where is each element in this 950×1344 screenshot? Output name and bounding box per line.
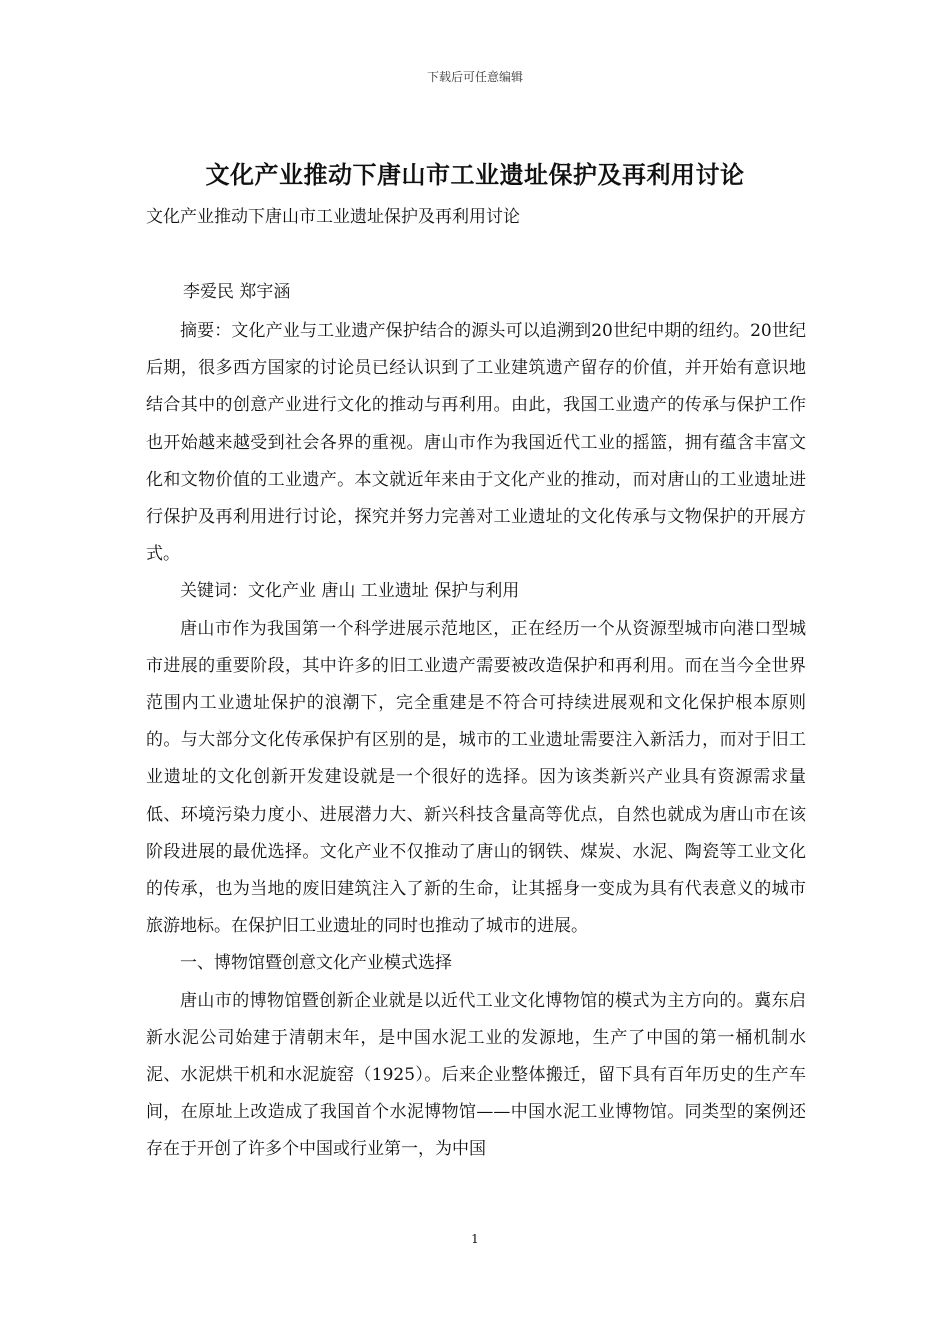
abstract-paragraph: 摘要：文化产业与工业遗产保护结合的源头可以追溯到20世纪中期的纽约。20世纪后期，很多西方国家的讨论员已经认识到了工业建筑遗产留存的价值，并开始有意识地结合其中的创意产业进行文化的推动与再利用。由此，我国工业遗产的传承与保护工作也开始越来越受到社会各界的重视。唐山市作为我国近代工业的摇篮，拥有蕴含丰富文化和文物价值的工业遗产。本文就近年来由于文化产业的推动，而对唐山的工业遗址进行保护及再利用进行讨论，探究并努力完善对工业遗址的文化传承与文物保护的开展方式。 <box>146 321 806 565</box>
document-title: 文化产业推动下唐山市工业遗址保护及再利用讨论 <box>205 160 745 189</box>
body-content <box>146 313 806 1169</box>
section-heading: 一、博物馆暨创意文化产业模式选择 <box>180 953 452 974</box>
keywords-paragraph: 关键词：文化产业 唐山 工业遗址 保护与利用 <box>180 581 520 602</box>
body-paragraph: 唐山市的博物馆暨创新企业就是以近代工业文化博物馆的模式为主方向的。冀东启新水泥公司始建于清朝末年，是中国水泥工业的发源地，生产了中国的第一桶机制水泥、水泥烘干机和水泥旋窑（1925）。后来企业整体搬迁，留下具有百年历史的生产车间，在原址上改造成了我国首个水泥博物馆——中国水泥工业博物馆。同类型的案例还存在于开创了许多个中国或行业第一，为中国 <box>146 990 806 1160</box>
page-number: 1 <box>471 1232 479 1246</box>
authors: 李爱民 郑宇涵 <box>183 282 291 302</box>
header-note: 下载后可任意编辑 <box>426 70 523 84</box>
body-paragraph: 唐山市作为我国第一个科学进展示范地区，正在经历一个从资源型城市向港口型城市进展的重要阶段，其中许多的旧工业遗产需要被改造保护和再利用。而在当今全世界范围内工业遗址保护的浪潮下，完全重建是不符合可持续进展观和文化保护根本原则的。与大部分文化传承保护有区别的是，城市的工业遗址需要注入新活力，而对于旧工业遗址的文化创新开发建设就是一个很好的选择。因为该类新兴产业具有资源需求量低、环境污染力度小、进展潜力大、新兴科技含量高等优点，自然也就成为唐山市在该阶段进展的最优选择。文化产业不仅推动了唐山的钢铁、煤炭、水泥、陶瓷等工业文化的传承，也为当地的废旧建筑注入了新的生命，让其摇身一变成为具有代表意义的城市旅游地标。在保护旧工业遗址的同时也推动了城市的进展。 <box>146 618 806 937</box>
document-subtitle: 文化产业推动下唐山市工业遗址保护及再利用讨论 <box>146 207 520 227</box>
